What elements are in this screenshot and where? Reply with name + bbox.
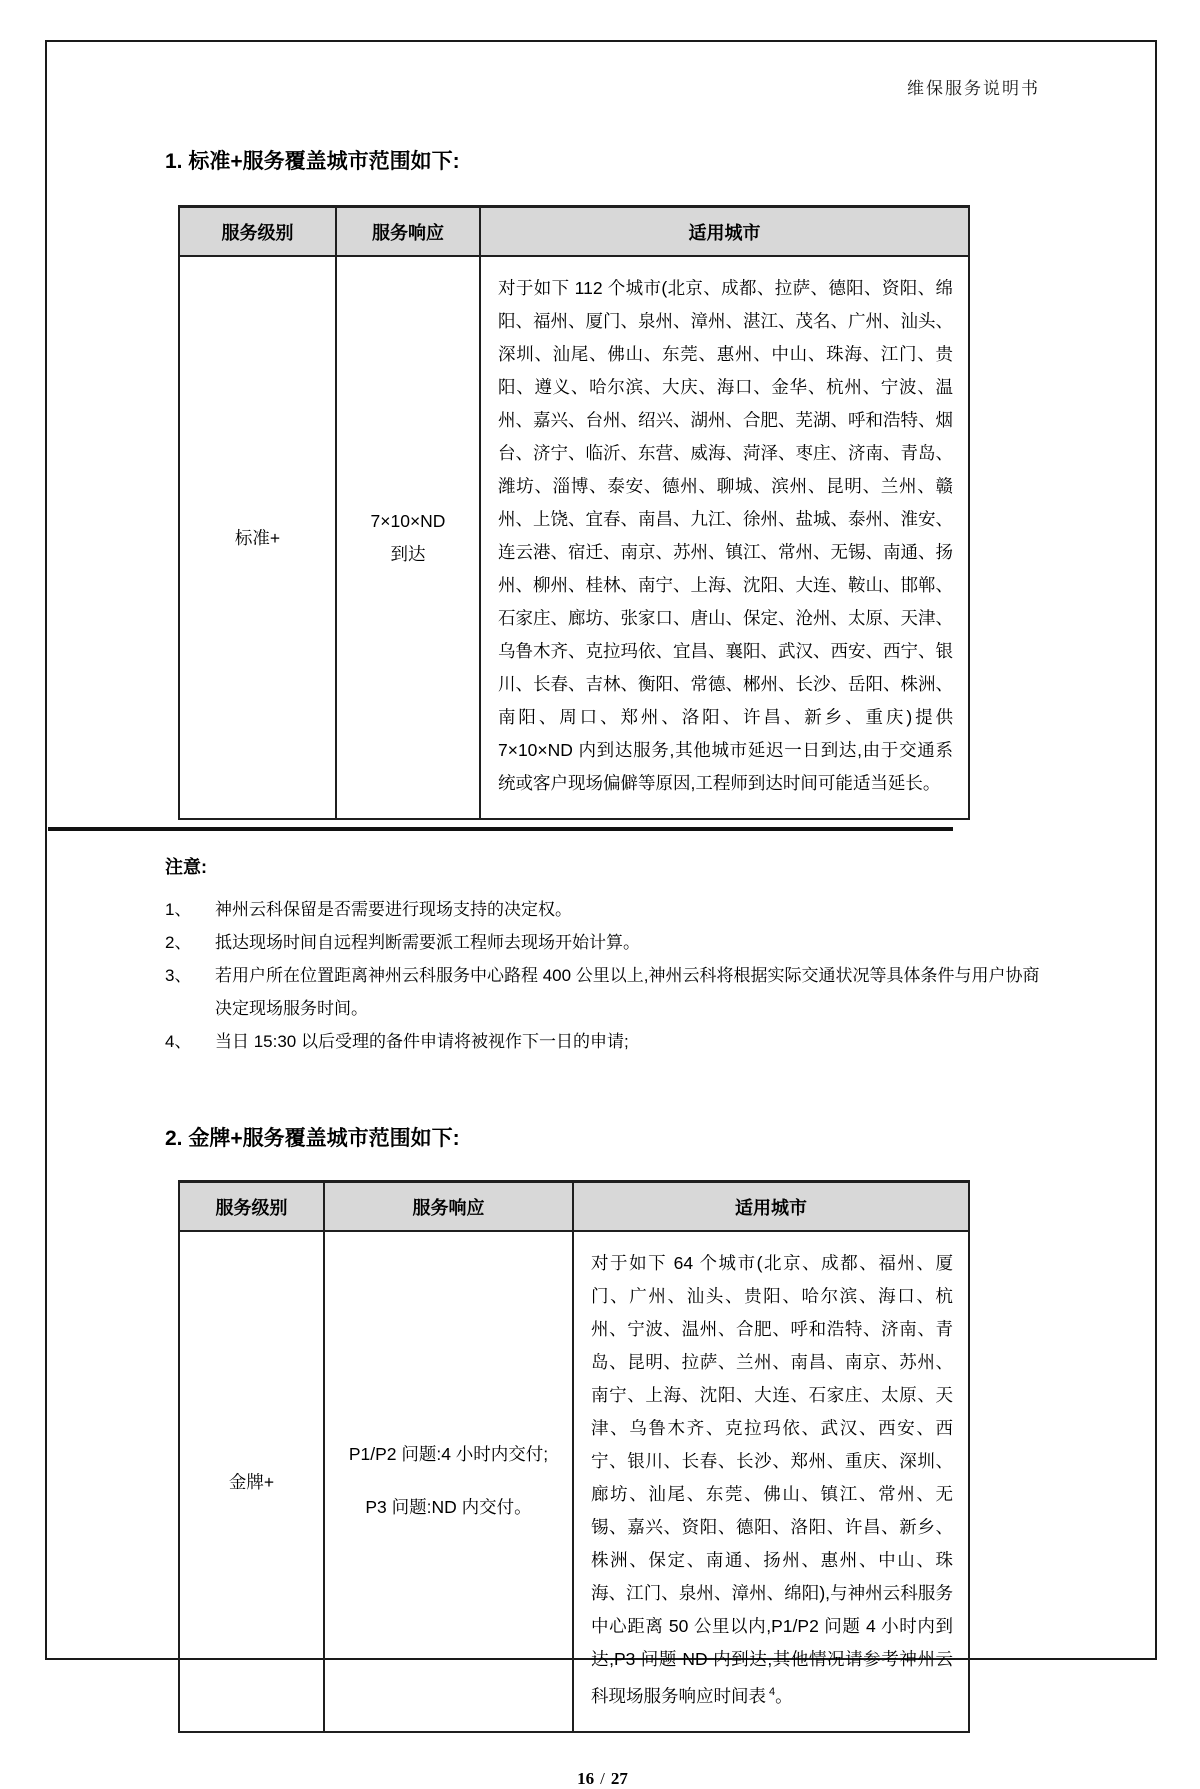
gold-service-table <box>178 1180 970 1733</box>
service-response-cell <box>336 256 480 819</box>
section2-heading: 2. 金牌+服务覆盖城市范围如下: <box>165 1127 460 1150</box>
service-level-cell: 金牌+ <box>179 1231 324 1732</box>
note-number: 3、 <box>165 966 192 985</box>
note-text: 当日 15:30 以后受理的备件申请将被视作下一日的申请; <box>215 1032 629 1051</box>
applicable-cities-cell: 对于如下 112 个城市(北京、成都、拉萨、德阳、资阳、绵阳、福州、厦门、泉州、漳州、湛江、茂名、广州、汕头、深圳、汕尾、佛山、东莞、惠州、中山、珠海、江门、贵阳、遵义、哈尔滨、大庆、海口、金华、杭州、宁波、温州、嘉兴、台州、绍兴、湖州、合肥、芜湖、呼和浩特、烟台、济宁、临沂、东营、威海、菏泽、枣庄、济南、青岛、潍坊、淄博、泰安、德州、聊城、滨州、昆明、兰州、赣州、上饶、宜春、南昌、九江、徐州、盐城、泰州、淮安、连云港、宿迁、南京、苏州、镇江、常州、无锡、南通、扬州、柳州、桂林、南宁、上海、沈阳、大连、鞍山、邯郸、石家庄、廊坊、张家口、唐山、保定、沧州、太原、天津、乌鲁木齐、克拉玛依、宜昌、襄阳、武汉、西安、西宁、银川、长春、吉林、衡阳、常德、郴州、长沙、岳阳、株洲、南阳、周口、郑州、洛阳、许昌、新乡、重庆)提供 7×10×ND 内到达服务,其他城市延迟一日到达,由于交通系统或客户现场偏僻等原因,工程师到达时间可能适当延长。 <box>480 256 969 819</box>
header-title: 维保服务说明书 <box>907 79 1040 98</box>
list-item <box>165 893 1040 926</box>
col-header-applicable-cities: 适用城市 <box>480 207 969 257</box>
list-item <box>165 959 1040 1025</box>
col-header-service-level: 服务级别 <box>179 1182 324 1232</box>
service-response-line2: P3 问题:ND 内交付。 <box>365 1497 532 1518</box>
total-page-count: 27 <box>610 1768 628 1788</box>
list-item <box>165 1025 1040 1058</box>
page-number-separator: / <box>600 1768 605 1788</box>
current-page-number: 16 <box>577 1768 595 1788</box>
applicable-cities-cell <box>573 1231 969 1732</box>
table-header-row <box>179 1182 969 1232</box>
col-header-service-level: 服务级别 <box>179 207 336 257</box>
col-header-service-response: 服务响应 <box>336 207 480 257</box>
sentence-end: 。 <box>775 1685 793 1706</box>
applicable-cities-text: 对于如下 64 个城市(北京、成都、福州、厦门、广州、汕头、贵阳、哈尔滨、海口、杭州、宁波、温州、合肥、呼和浩特、济南、青岛、昆明、拉萨、兰州、南昌、南京、苏州、南宁、上海、沈阳、大连、石家庄、太原、天津、乌鲁木齐、克拉玛依、武汉、西安、西宁、银川、长春、长沙、郑州、重庆、深圳、廊坊、汕尾、东莞、佛山、镇江、常州、无锡、嘉兴、资阳、德阳、洛阳、许昌、新乡、株洲、保定、南通、扬州、惠州、中山、珠海、江门、泉州、漳州、绵阳),与神州云科服务中心距离 50 公里以内,P1/P2 问题 4 小时内到达,P3 问题 ND 内到达,其他情况请参考神州云科现场服务响应时间表 <box>591 1253 953 1706</box>
standard-service-table <box>178 205 970 820</box>
list-item <box>165 926 1040 959</box>
note-text: 抵达现场时间自远程判断需要派工程师去现场开始计算。 <box>215 933 640 952</box>
table-row <box>179 1231 969 1732</box>
service-level-cell: 标准+ <box>179 256 336 819</box>
section-divider-rule <box>48 827 953 831</box>
service-response-line2: 到达 <box>390 543 426 564</box>
footnote-reference: 4 <box>769 1686 776 1698</box>
table-header-row <box>179 207 969 257</box>
spacer <box>333 1471 564 1491</box>
note-number: 4、 <box>165 1032 192 1051</box>
page-number <box>165 1769 1040 1789</box>
note-text: 若用户所在位置距离神州云科服务中心路程 400 公里以上,神州云科将根据实际交通状况等具体条件与用户协商决定现场服务时间。 <box>215 966 1040 1018</box>
col-header-service-response: 服务响应 <box>324 1182 573 1232</box>
notes-list <box>165 893 1040 1058</box>
service-response-cell <box>324 1231 573 1732</box>
col-header-applicable-cities: 适用城市 <box>573 1182 969 1232</box>
table-row <box>179 256 969 819</box>
section1-heading: 1. 标准+服务覆盖城市范围如下: <box>165 150 460 173</box>
note-number: 2、 <box>165 933 192 952</box>
note-number: 1、 <box>165 900 192 919</box>
service-response-line1: 7×10×ND <box>370 510 446 531</box>
service-response-line1: P1/P2 问题:4 小时内交付; <box>348 1444 549 1465</box>
note-text: 神州云科保留是否需要进行现场支持的决定权。 <box>215 900 572 919</box>
notes-heading: 注意: <box>165 857 207 877</box>
